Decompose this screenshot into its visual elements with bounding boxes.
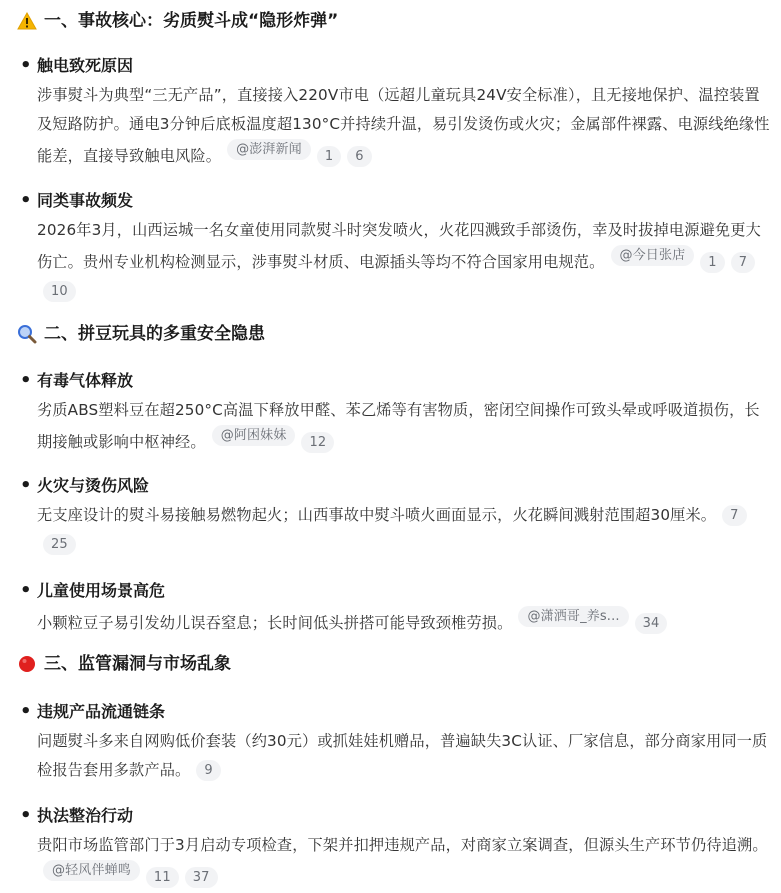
section-heading-1 (16, 9, 338, 33)
source-chip[interactable]: @阿困妹妹 (212, 425, 296, 446)
list-item (16, 51, 772, 171)
list-item (16, 186, 772, 306)
red-circle-icon (16, 653, 38, 675)
item-text: 贵阳市场监管部门于3月启动专项检查，下架并扣押违规产品，对商家立案调查，但源头生产环节仍待追溯。 (37, 836, 768, 854)
item-body (37, 216, 772, 306)
list-item (16, 366, 772, 457)
item-text: 无支座设计的熨斗易接触易燃物起火；山西事故中熨斗喷火画面显示，火花瞬间溅射范围超30厘米。 (37, 506, 717, 524)
list-item (16, 576, 772, 638)
item-body (37, 396, 772, 457)
item-title: 执法整治行动 (37, 806, 134, 825)
item-body (37, 606, 772, 638)
bullet: • (20, 55, 32, 76)
bullet: • (20, 370, 32, 391)
warning-icon (16, 10, 38, 32)
item-text: 劣质ABS塑料豆在超250°C高温下释放甲醛、苯乙烯等有害物质，密闭空间操作可致头晕或呼吸道损伤，长期接触或影响中枢神经。 (37, 401, 760, 451)
item-body (37, 831, 772, 892)
item-body (37, 727, 772, 785)
section-title: 二、拼豆玩具的多重安全隐患 (44, 324, 265, 344)
reference-chip[interactable]: 6 (347, 146, 371, 167)
source-chip[interactable]: @澎湃新闻 (227, 139, 311, 160)
magnifier-icon (16, 323, 38, 345)
reference-chip[interactable]: 11 (146, 867, 179, 888)
reference-chip[interactable]: 1 (317, 146, 341, 167)
item-text: 问题熨斗多来自网购低价套装（约30元）或抓娃娃机赠品，普遍缺失3C认证、厂家信息，部分商家用同一质检报告套用多款产品。 (37, 732, 768, 779)
item-body (37, 501, 772, 559)
list-item (16, 801, 772, 892)
item-text: 涉事熨斗为典型“三无产品”，直接接入220V市电（远超儿童玩具24V安全标准），且无接地保护、温控装置及短路防护。通电3分钟后底板温度超130°C并持续升温，易引发烫伤或火灾；金属部件裸露、电源线绝缘性能差，直接导致触电风险。 (37, 86, 770, 165)
item-body (37, 81, 772, 171)
item-title: 儿童使用场景高危 (37, 581, 166, 600)
reference-chip[interactable]: 12 (301, 432, 334, 453)
item-title: 触电致死原因 (37, 56, 134, 75)
reference-chip[interactable]: 25 (43, 534, 76, 555)
section-title: 三、监管漏洞与市场乱象 (44, 654, 231, 674)
source-chip[interactable]: @今日张店 (611, 245, 695, 266)
section-heading-3 (16, 652, 231, 676)
bullet: • (20, 475, 32, 496)
section-title: 一、事故核心：劣质熨斗成“隐形炸弹” (44, 11, 339, 31)
reference-chip[interactable]: 7 (731, 252, 755, 273)
list-item (16, 471, 772, 559)
list-item (16, 697, 772, 785)
item-title: 火灾与烫伤风险 (37, 476, 150, 495)
item-title: 同类事故频发 (37, 191, 134, 210)
reference-chip[interactable]: 1 (700, 252, 724, 273)
item-text: 2026年3月，山西运城一名女童使用同款熨斗时突发喷火，火花四溅致手部烫伤，幸及时拔掉电源避免更大伤亡。贵州专业机构检测显示，涉事熨斗材质、电源插头等均不符合国家用电规范。 (37, 221, 761, 271)
section-heading-2 (16, 322, 265, 346)
bullet: • (20, 580, 32, 601)
item-title: 有毒气体释放 (37, 371, 134, 390)
reference-chip[interactable]: 7 (722, 505, 746, 526)
source-chip[interactable]: @轻风伴蝉鸣 (43, 860, 140, 881)
reference-chip[interactable]: 34 (635, 613, 668, 634)
bullet: • (20, 701, 32, 722)
reference-chip[interactable]: 10 (43, 281, 76, 302)
reference-chip[interactable]: 9 (196, 760, 220, 781)
item-title: 违规产品流通链条 (37, 702, 166, 721)
bullet: • (20, 190, 32, 211)
bullet: • (20, 805, 32, 826)
source-chip[interactable]: @潇洒哥_养s... (518, 606, 628, 627)
reference-chip[interactable]: 37 (185, 867, 218, 888)
item-text: 小颗粒豆子易引发幼儿误吞窒息；长时间低头拼搭可能导致颈椎劳损。 (37, 614, 513, 632)
